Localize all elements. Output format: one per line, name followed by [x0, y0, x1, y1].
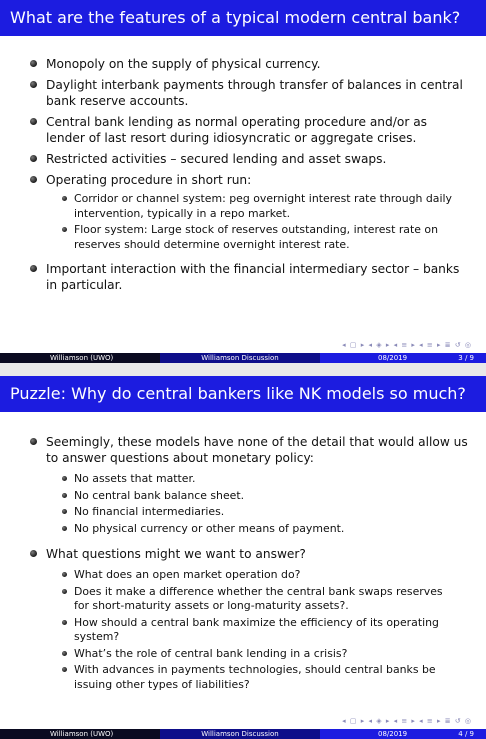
sub-bullet-ball-icon — [62, 620, 67, 625]
bullet-item — [0, 261, 486, 293]
footer-right — [320, 353, 486, 363]
sub-bullet-item — [46, 192, 468, 221]
sub-bullet-ball-icon — [62, 526, 67, 531]
footer-page-number: 3 / 9 — [458, 354, 474, 362]
slide-4 — [0, 376, 486, 739]
slide-body — [0, 56, 486, 298]
slide-footer — [0, 353, 486, 363]
sub-bullet-item — [46, 663, 468, 692]
sub-bullet-text: No central bank balance sheet. — [74, 488, 245, 502]
slide-body — [0, 434, 486, 697]
sub-bullet-text: No physical currency or other means of payment. — [74, 521, 345, 535]
sub-bullet-ball-icon — [62, 227, 67, 232]
bullet-ball-icon — [30, 81, 37, 88]
bullet-ball-icon — [30, 60, 37, 67]
sub-bullet-ball-icon — [62, 476, 67, 481]
sub-bullet-text: Corridor or channel system: peg overnight interest rate through daily intervention, typically in a repo market. — [74, 192, 452, 220]
sub-bullet-item — [46, 616, 468, 645]
footer-date: 08/2019 — [378, 730, 408, 738]
bullet-ball-icon — [30, 176, 37, 183]
bullet-text: Seemingly, these models have none of the detail that would allow us to answer questions about monetary policy: — [46, 435, 468, 465]
sub-bullet-text: What does an open market operation do? — [74, 568, 301, 581]
bullet-item — [0, 546, 486, 692]
sub-bullet-item — [46, 223, 468, 252]
bullet-text: What questions might we want to answer? — [46, 547, 306, 561]
bullet-ball-icon — [30, 265, 37, 272]
sub-bullet-ball-icon — [62, 493, 67, 498]
bullet-text: Operating procedure in short run: — [46, 173, 252, 187]
footer-right — [320, 729, 486, 739]
footer-author: Williamson (UWO) — [0, 353, 160, 363]
bullet-item — [0, 114, 486, 146]
footer-talk-title: Williamson Discussion — [160, 353, 320, 363]
sub-bullet-text: With advances in payments technologies, should central banks be issuing other types of liabilities? — [74, 663, 436, 691]
bullet-ball-icon — [30, 118, 37, 125]
footer-date: 08/2019 — [378, 354, 408, 362]
sub-bullet-text: No financial intermediaries. — [74, 505, 225, 518]
beamer-navigation[interactable]: ◂ ▢ ▸ ◂ ◈ ▸ ◂ ≡ ▸ ◂ ≡ ▸ ≣ ↺ ◎ — [342, 717, 472, 725]
bullet-item — [0, 77, 486, 109]
slide-title: What are the features of a typical modern central bank? — [0, 0, 486, 36]
slide-title: Puzzle: Why do central bankers like NK models so much? — [0, 376, 486, 412]
sub-bullet-ball-icon — [62, 651, 67, 656]
bullet-item — [0, 56, 486, 72]
bullet-text: Important interaction with the financial intermediary sector – banks in particular. — [46, 262, 460, 292]
sub-bullet-item — [46, 568, 468, 583]
sub-bullet-text: Does it make a difference whether the central bank swaps reserves for short-maturity assets or long-maturity assets?. — [74, 584, 443, 612]
sub-bullet-ball-icon — [62, 667, 67, 672]
bullet-text: Central bank lending as normal operating procedure and/or as lender of last resort during idiosyncratic or aggregate crises. — [46, 115, 428, 145]
sub-bullet-ball-icon — [62, 196, 67, 201]
sub-bullet-item — [46, 522, 468, 537]
sub-bullet-item — [46, 505, 468, 520]
footer-author: Williamson (UWO) — [0, 729, 160, 739]
bullet-ball-icon — [30, 550, 37, 557]
bullet-text: Daylight interbank payments through transfer of balances in central bank reserve accounts. — [46, 78, 463, 108]
sub-bullet-text: What’s the role of central bank lending in a crisis? — [74, 646, 348, 660]
slide-3 — [0, 0, 486, 363]
sub-bullet-item — [46, 585, 468, 614]
sub-bullet-ball-icon — [62, 509, 67, 514]
sub-bullet-text: No assets that matter. — [74, 472, 196, 485]
sub-bullet-item — [46, 647, 468, 662]
sub-bullet-item — [46, 489, 468, 504]
bullet-text: Restricted activities – secured lending and asset swaps. — [46, 152, 387, 166]
bullet-item — [0, 434, 486, 536]
bullet-text: Monopoly on the supply of physical currency. — [46, 57, 321, 71]
beamer-navigation[interactable]: ◂ ▢ ▸ ◂ ◈ ▸ ◂ ≡ ▸ ◂ ≡ ▸ ≣ ↺ ◎ — [342, 341, 472, 349]
bullet-item — [0, 172, 486, 252]
sub-bullet-ball-icon — [62, 589, 67, 594]
bullet-ball-icon — [30, 155, 37, 162]
bullet-item — [0, 151, 486, 167]
sub-bullet-ball-icon — [62, 572, 67, 577]
slide-footer — [0, 729, 486, 739]
sub-bullet-text: Floor system: Large stock of reserves outstanding, interest rate on reserves should determine overnight interest rate. — [74, 223, 438, 251]
sub-bullet-item — [46, 472, 468, 487]
sub-bullet-text: How should a central bank maximize the efficiency of its operating system? — [74, 615, 439, 643]
bullet-ball-icon — [30, 438, 37, 445]
footer-talk-title: Williamson Discussion — [160, 729, 320, 739]
footer-page-number: 4 / 9 — [458, 730, 474, 738]
